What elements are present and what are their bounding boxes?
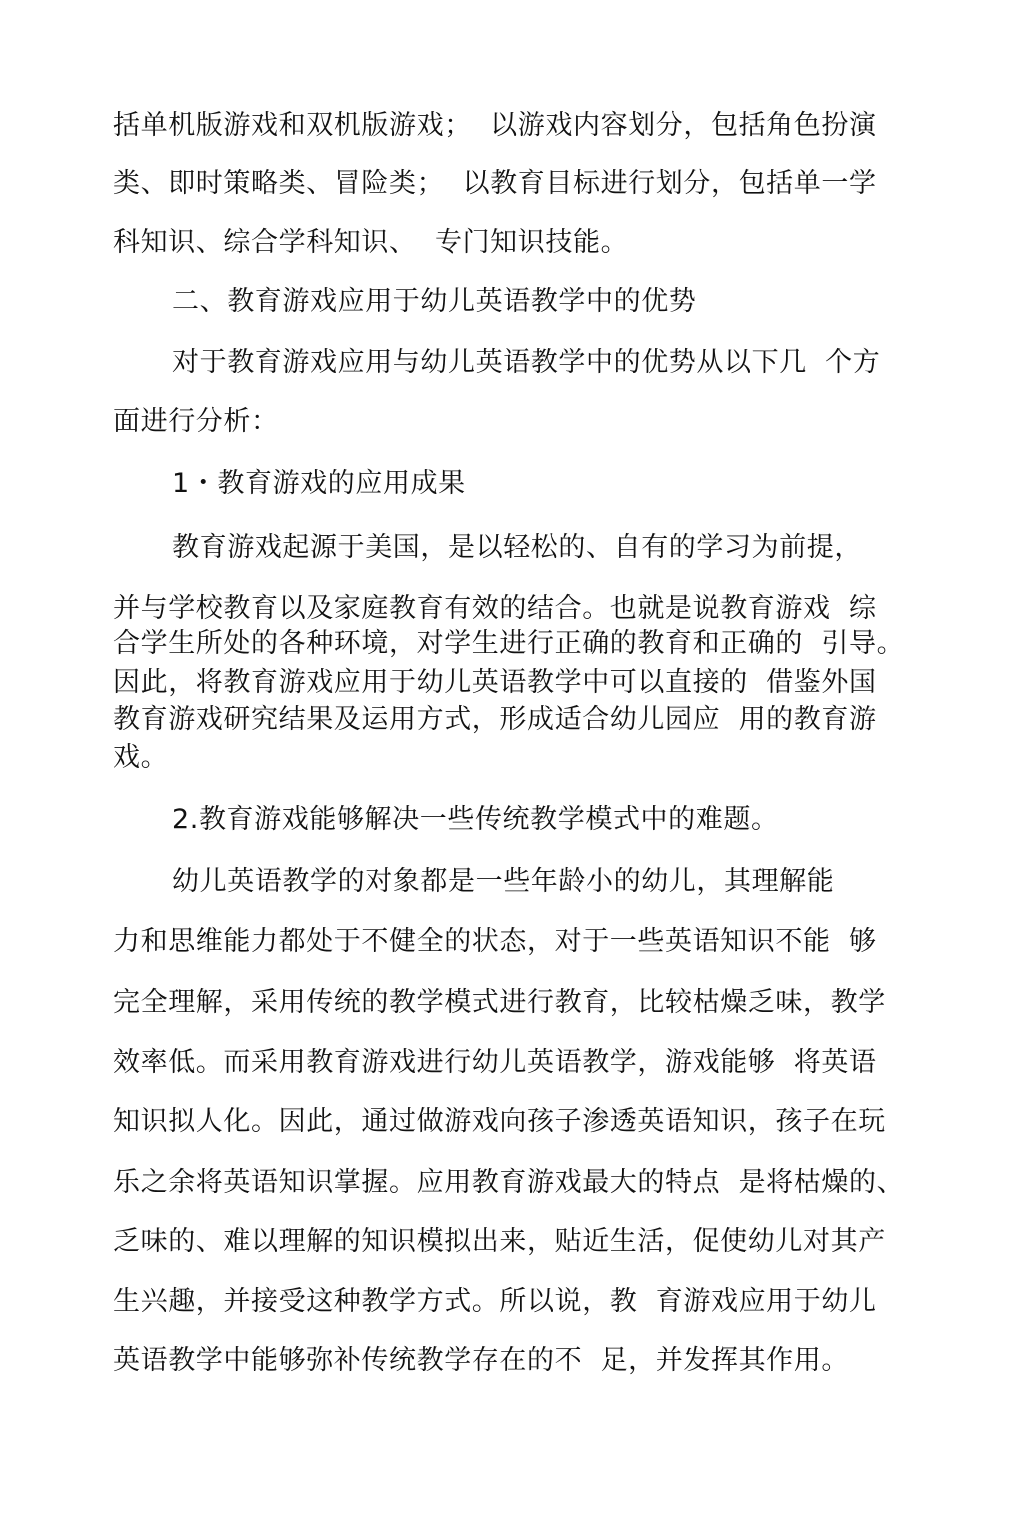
subsection-heading: 1・教育游戏的应用成果 <box>172 468 466 499</box>
text-line: 合学生所处的各种环境，对学生进行正确的教育和正确的 引导。 <box>113 628 905 659</box>
text-line: 生兴趣，并接受这种教学方式。所以说，教 育游戏应用于幼儿 <box>113 1286 877 1317</box>
text-line: 效率低。而采用教育游戏进行幼儿英语教学，游戏能够 将英语 <box>113 1047 877 1078</box>
text-line: 科知识、综合学科知识、 专门知识技能。 <box>113 227 629 258</box>
text-line: 英语教学中能够弥补传统教学存在的不 足，并发挥其作用。 <box>113 1345 849 1376</box>
section-heading: 二、教育游戏应用于幼儿英语教学中的优势 <box>172 286 697 317</box>
text-line: 幼儿英语教学的对象都是一些年龄小的幼儿，其理解能 <box>172 866 835 897</box>
text-line: 类、即时策略类、冒险类； 以教育目标进行划分，包括单一学 <box>113 168 877 199</box>
text-line: 乐之余将英语知识掌握。应用教育游戏最大的特点 是将枯燥的、 <box>113 1167 905 1198</box>
text-line: 戏。 <box>113 742 169 773</box>
text-line: 教育游戏研究结果及运用方式，形成适合幼儿园应 用的教育游 <box>113 704 877 735</box>
text-line: 面进行分析： <box>113 406 279 437</box>
subsection-heading: 2.教育游戏能够解决一些传统教学模式中的难题。 <box>172 804 779 835</box>
text-line: 括单机版游戏和双机版游戏； 以游戏内容划分，包括角色扮演 <box>113 110 877 141</box>
text-line: 乏味的、难以理解的知识模拟出来，贴近生活，促使幼儿对其产 <box>113 1226 886 1257</box>
text-line: 因此，将教育游戏应用于幼儿英语教学中可以直接的 借鉴外国 <box>113 667 877 698</box>
text-line: 力和思维能力都处于不健全的状态，对于一些英语知识不能 够 <box>113 926 877 957</box>
text-line: 并与学校教育以及家庭教育有效的结合。也就是说教育游戏 综 <box>113 593 877 624</box>
text-line: 对于教育游戏应用与幼儿英语教学中的优势从以下几 个方 <box>172 347 881 378</box>
text-line: 知识拟人化。因此，通过做游戏向孩子渗透英语知识，孩子在玩 <box>113 1106 886 1137</box>
text-line: 完全理解，采用传统的教学模式进行教育，比较枯燥乏味，教学 <box>113 987 886 1018</box>
text-line: 教育游戏起源于美国，是以轻松的、自有的学习为前提， <box>172 532 862 563</box>
